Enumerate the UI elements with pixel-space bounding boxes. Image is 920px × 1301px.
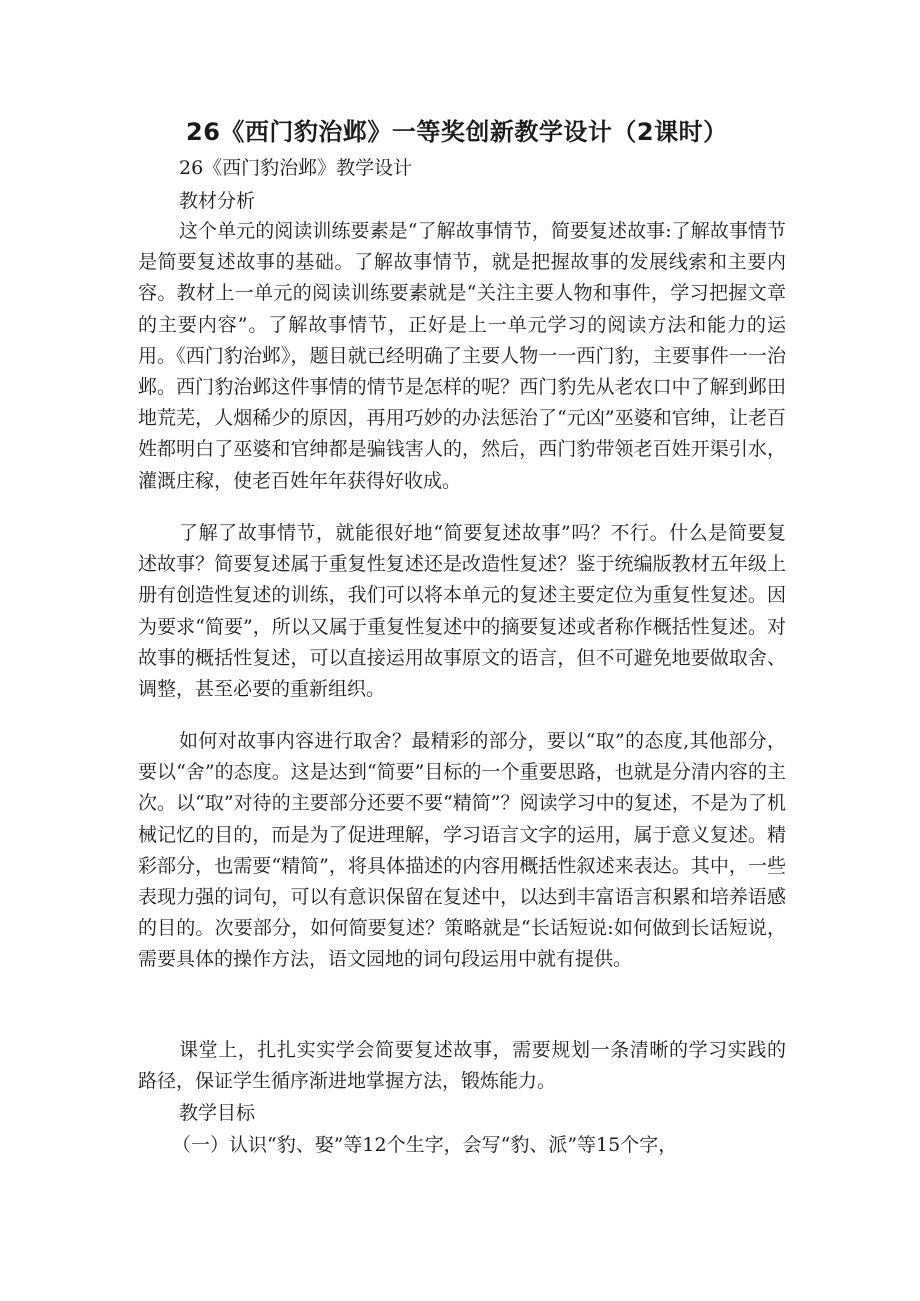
paragraph-4: 课堂上，扎扎实实学会简要复述故事，需要规划一条清晰的学习实践的路径，保证学生循序渐进地掌握方法，锻炼能力。 xyxy=(138,1039,786,1093)
document-title: 26《西门豹治邺》一等奖创新教学设计（2课时） xyxy=(186,118,728,146)
objective-item-1: （一）认识“豹、娶”等12个生字，会写“豹、派”等15个字， xyxy=(172,1134,678,1156)
section-heading-material-analysis: 教材分析 xyxy=(179,190,256,212)
paragraph-3: 如何对故事内容进行取舍？最精彩的部分，要以“取”的态度,其他部分，要以“舍”的态度。这是达到“简要”目标的一个重要思路，也就是分清内容的主次。以“取”对待的主要部分还要不要“精简”？阅读学习中的复述，不是为了机械记忆的目的，而是为了促进理解，学习语言文字的运用，属于意义复述。精彩部分，也需要“精简”，将具体描述的内容用概括性叙述来表达。其中，一些表现力强的词句，可以有意识保留在复述中，以达到丰富语言积累和培养语感的目的。次要部分，如何简要复述？策略就是“长话短说:如何做到长话短说，需要具体的操作方法，语文园地的词句段运用中就有提供。 xyxy=(138,730,786,971)
document-subtitle: 26《西门豹治邺》教学设计 xyxy=(179,157,413,179)
section-heading-teaching-goals: 教学目标 xyxy=(179,1102,256,1124)
paragraph-2: 了解了故事情节，就能很好地“简要复述故事”吗？不行。什么是简要复述故事？简要复述属于重复性复述还是改造性复述？鉴于统编版教材五年级上册有创造性复述的训练，我们可以将本单元的复述主要定位为重复性复述。因为要求“简要”，所以又属于重复性复述中的摘要复述或者称作概括性复述。对故事的概括性复述，可以直接运用故事原文的语言，但不可避免地要做取舍、调整，甚至必要的重新组织。 xyxy=(138,522,786,701)
paragraph-1: 这个单元的阅读训练要素是“了解故事情节，简要复述故事:了解故事情节是简要复述故事的基础。了解故事情节，就是把握故事的发展线索和主要内容。教材上一单元的阅读训练要素就是“关注主要人物和事件，学习把握文章的主要内容”。了解故事情节，正好是上一单元学习的阅读方法和能力的运用。《西门豹治邺》，题目就已经明确了主要人物一一西门豹，主要事件一一治邺。西门豹治邺这件事情的情节是怎样的呢？西门豹先从老农口中了解到邺田地荒芜，人烟稀少的原因，再用巧妙的办法惩治了“元凶”巫婆和官绅，让老百姓都明白了巫婆和官绅都是骗钱害人的，然后，西门豹带领老百姓开渠引水，灌溉庄稼，使老百姓年年获得好收成。 xyxy=(138,220,786,492)
